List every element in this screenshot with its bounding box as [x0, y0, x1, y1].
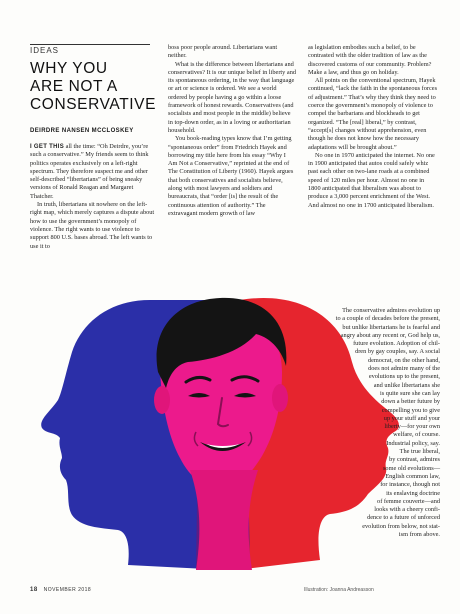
paragraph: boss poor people around. Libertarians want neither.: [168, 44, 278, 60]
text-line: angry about any recent or, God help us,: [340, 331, 440, 339]
text-line: ism from above.: [398, 531, 440, 539]
text-line: and unlike libertarians she: [373, 381, 440, 389]
text-line: looks with a cheery confi-: [374, 506, 440, 514]
text-line: democrat, on the other hand,: [367, 356, 440, 364]
text-line: liberty—for your own: [384, 423, 440, 431]
paragraph: All points on the conventional spectrum, Hayek continued, “lack the faith in the spontaneous forces of adjustment.” That’s why they think they need to coerce the government’s monopoly of violence to compel the barbarians and blockheads to get organized. “The [real] liberal,” by contrast, “accept[s] changes without apprehension, even though he does not know how the necessary adaptations will be brought about.”: [308, 77, 438, 151]
section-label: IDEAS: [30, 46, 60, 55]
text-line: up your stuff and your: [383, 414, 440, 422]
text-line: welfare, of course.: [393, 431, 440, 439]
lead-in: I GET THIS: [30, 144, 65, 150]
title-line-1: WHY YOU: [30, 60, 108, 77]
title-line-3: CONSERVATIVE: [30, 96, 157, 113]
right-ear: [272, 384, 288, 412]
text-line: future evolution. Adoption of chil-: [353, 340, 440, 348]
issue-date: NOVEMBER 2018: [43, 587, 92, 593]
text-line: of femme couverte—and: [377, 497, 440, 505]
text-line: compelling you to give: [381, 406, 440, 414]
title-line-2: ARE NOT A: [30, 78, 118, 95]
text-line: The conservative admires evolution up: [342, 307, 440, 314]
text-line: English common law,: [385, 472, 440, 480]
illustration-credit: Illustration: Joanna Andreasson: [304, 587, 374, 593]
paragraph: In truth, libertarians sit nowhere on the left-right map, which merely captures a dispute about how to use the government’s monopoly of violence. The right wants to use violence to support 800 U.S. bases abroad. The left wants to use it to: [30, 201, 155, 250]
text-line: down a better future by: [381, 398, 440, 406]
left-ear: [154, 386, 170, 414]
text-line: Industrial policy, say.: [386, 439, 440, 447]
paragraph: You book-reading types know that I’m getting “spontaneous order” from Friedrich Hayek and borrowing my title here from his essay “Why I Am Not a Conservative,” reprinted at the end of The Constitution of Liberty (1960). Hayek argues that both conservatives and socialists believe, along with most lawyers and soldiers and bureaucrats, that “order [is] the result of the continuous attention of authority.” The extravagant modern growth of law: [168, 135, 294, 217]
paragraph: as legislation embodies such a belief, to be contrasted with the older tradition of law as the discovered customs of our community. Problem? Make a law, and thus go on holiday.: [308, 44, 432, 76]
text-line: for instance, though not: [380, 481, 440, 489]
text-line: does not admire many of the: [368, 365, 440, 373]
text-line: dence to a future of unforced: [367, 514, 440, 522]
text-line: its enslaving doctrine: [386, 489, 440, 497]
text-line: to a couple of decades before the present,: [335, 315, 440, 323]
paragraph: No one in 1970 anticipated the internet. No one in 1900 anticipated that autos could safely whiz past each other on two-lane roads at a combined speed of 120 miles per hour. Almost no one in 1800 anticipated that liberalism was about to produce a 3,000 percent enrichment of the West. And almost no one in 1700 anticipated liberalism.: [308, 151, 435, 209]
wrapped-text-block: [300, 307, 440, 539]
center-neck: [190, 470, 258, 570]
text-line: is quite sure she can lay: [380, 389, 440, 397]
paragraph: What is the difference between libertarians and conservatives? It is our unique belief in liberty and its spontaneous ordering, in the way that language or art or science is ordered. We see a world ordered by people having a go within a loose framework of honest rewards. Conservatives (and socialists and most people in the middle) believe in top-down order, as in a loving or authoritarian household.: [168, 60, 296, 134]
text-line: The true liberal,: [399, 448, 440, 456]
byline: DEIRDRE NANSEN MCCLOSKEY: [30, 128, 134, 134]
text-line: by contrast, admires: [389, 456, 440, 464]
text-line: some old evolutions—: [382, 464, 440, 472]
text-line: evolutions up to the present,: [368, 373, 440, 381]
page-number: 18: [30, 587, 38, 593]
text-line: but unlike libertarians he is fearful and: [342, 323, 440, 331]
paragraph-text: all the time: “Oh Deirdre, you’re such a conservative.” My friends seem to think politics operates exclusively on a left-right spectrum. They therefore suspect me and other self-described “libertarians” of being sneaky versions of Ronald Reagan and Margaret Thatcher.: [30, 143, 149, 200]
text-line: evolution from below, not stat-: [362, 522, 440, 530]
text-line: dren by gay couples, say. A social: [355, 348, 440, 356]
